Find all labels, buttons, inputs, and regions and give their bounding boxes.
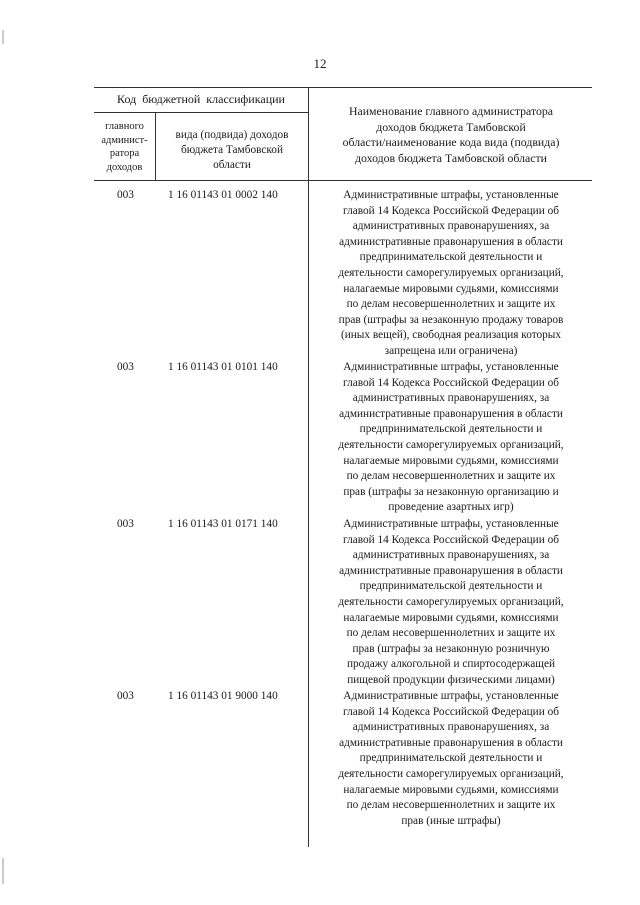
table-row-name: Административные штрафы, установленные главой 14 Кодекса Российской Федерации об административных правонарушениях, за административные правонарушения в области предпринимательской деятельности и деятельности саморегулируемых организаций, налагаемые мировыми судьями, комиссиями по делам несовершеннолетних и защите их прав (штрафы за незаконную продажу товаров (иных вещей), свободная реализация которых запрещена или ограничена) bbox=[338, 189, 564, 357]
page-number: 12 bbox=[313, 56, 327, 71]
table-row-admin: 003 bbox=[117, 690, 134, 702]
table-row-admin: 003 bbox=[117, 361, 134, 373]
header-col-type: вида (подвида) доходов бюджета Тамбовской области bbox=[175, 129, 289, 171]
header-col-name: Наименование главного администратора доходов бюджета Тамбовской области/наименование кода вида (подвида) доходов бюджета Тамбовской области bbox=[342, 104, 560, 165]
table-row-name: Административные штрафы, установленные главой 14 Кодекса Российской Федерации об административных правонарушениях, за административные правонарушения в области предпринимательской деятельности и деятельности саморегулируемых организаций, налагаемые мировыми судьями, комиссиями по делам несовершеннолетних и защите их прав (штрафы за незаконную организацию и проведение азартных игр) bbox=[338, 361, 564, 514]
table-top-rule bbox=[94, 87, 592, 88]
table-row-code: 1 16 01143 01 0101 140 bbox=[168, 361, 278, 373]
header-group-title: Код бюджетной классификации bbox=[117, 92, 285, 106]
column-divider-2 bbox=[308, 87, 309, 847]
table-row-name: Административные штрафы, установленные главой 14 Кодекса Российской Федерации об административных правонарушениях, за административные правонарушения в области предпринимательской деятельности и деятельности саморегулируемых организаций, налагаемые мировыми судьями, комиссиями по делам несовершеннолетних и защите их прав (штрафы за незаконную розничную продажу алкогольной и спиртосодержащей пищевой продукции физическими лицами) bbox=[338, 518, 564, 686]
table-row-admin: 003 bbox=[117, 189, 134, 201]
header-bottom-rule bbox=[94, 180, 592, 181]
scan-mark bbox=[2, 858, 4, 884]
table-row-admin: 003 bbox=[117, 518, 134, 530]
scan-mark bbox=[2, 30, 4, 44]
table-row-name: Административные штрафы, установленные главой 14 Кодекса Российской Федерации об административных правонарушениях, за административные правонарушения в области предпринимательской деятельности и деятельности саморегулируемых организаций, налагаемые мировыми судьями, комиссиями по делам несовершеннолетних и защите их прав (иные штрафы) bbox=[338, 690, 564, 827]
table-row-code: 1 16 01143 01 9000 140 bbox=[168, 690, 278, 702]
table-row-code: 1 16 01143 01 0171 140 bbox=[168, 518, 278, 530]
table-row-code: 1 16 01143 01 0002 140 bbox=[168, 189, 278, 201]
header-group-rule bbox=[94, 112, 308, 113]
header-col-admin: главного админист- ратора доходов bbox=[101, 121, 148, 173]
